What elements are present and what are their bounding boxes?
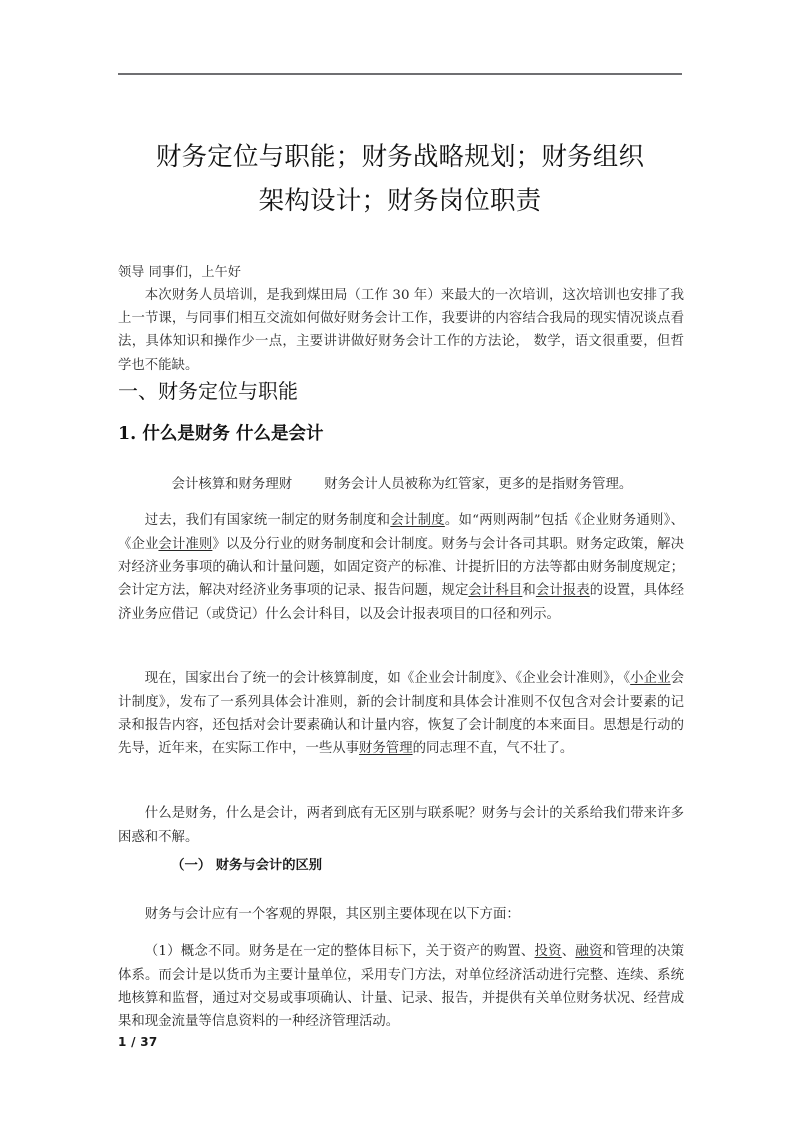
underlined-term-small-enterprise: 小企业: [630, 671, 671, 687]
section-heading-text: 什么是财务 什么是会计: [142, 424, 324, 444]
past-text-3: 》以及分行业的财务制度和会计制度。财务与会计各司其职。财务定政策，解决对经济业务事项的确认和计量问题，如固定资产的标准、计提折旧的方法等都由财务制度规定；会计定方法，解决对经济业务事项的记录、报告问题，规定: [118, 536, 685, 599]
paragraph-lead-part-b: 财务会计人员被称为红管家，更多的是指财务管理。: [324, 477, 633, 493]
page-number-footer: 1 / 37: [118, 1035, 158, 1049]
section-heading-level-1: 一、财务定位与职能: [118, 379, 298, 403]
paragraph-lead: [118, 473, 684, 496]
paragraph-past-system: [118, 509, 684, 625]
underlined-term-financial-statements: 会计报表: [535, 583, 590, 599]
paragraph-lead-part-a: 会计核算和财务理财: [171, 477, 293, 493]
past-text-1: 过去，我们有国家统一制定的财务制度和: [144, 513, 391, 529]
underlined-term-financing: 融资: [575, 944, 603, 960]
now-text-1: 现在，国家出台了统一的会计核算制度，如《企业会计制度》、《企业会计准则》，《: [144, 671, 631, 687]
paragraph-question: 什么是财务，什么是会计，两者到底有无区别与联系呢？财务与会计的关系给我们带来许多困惑和不解。: [118, 806, 684, 845]
section-heading-level-3: （一） 财务与会计的区别: [171, 858, 323, 873]
paragraph-current-system: [118, 667, 684, 760]
concept-text-3: 和管理的决策体系。而会计是以货币为主要计量单位，采用专门方法，对单位经济活动进行完整、连续、系统地核算和监督，通过对交易或事项确认、计量、记录、报告，并提供有关单位财务状况、经营成果和现金流量等信息资料的一种经济管理活动。: [118, 944, 685, 1030]
past-text-4: 和: [522, 583, 536, 599]
underlined-term-accounting-system: 会计制度: [390, 513, 445, 529]
underlined-term-investment: 投资: [534, 944, 562, 960]
now-text-3: 的同志理不直，气不壮了。: [412, 741, 574, 757]
concept-text-1: （1）概念不同。财务是在一定的整体目标下，关于资产的购置、: [144, 944, 535, 960]
page-title-line-1: 财务定位与职能；财务战略规划；财务组织: [155, 142, 645, 173]
underlined-term-account-titles: 会计科目: [468, 583, 523, 599]
underlined-term-accounting-standards: 会计准则: [158, 536, 213, 552]
header-divider-rule: [118, 73, 682, 75]
greeting-line: 领导 同事们，上午好: [118, 265, 241, 280]
now-text-2: 会计制度》，发布了一系列具体会计准则，新的会计制度和具体会计准则不仅包含对会计要素的记录和报告内容，还包括对会计要素确认和计量内容，恢复了会计制度的本来面目。思想是行动的先导，近年来，在实际工作中，一些从事: [118, 671, 684, 757]
past-text-5: 的设置，具体经济业务应借记（或贷记）什么会计科目，以及会计报表项目的口径和列示。: [118, 583, 685, 622]
section-heading-level-2: [118, 420, 682, 448]
intro-paragraph: 本次财务人员培训，是我到煤田局（工作 30 年）来最大的一次培训，这次培训也安排了我上一节课，与同事们相互交流如何做好财务会计工作，我要讲的内容结合我局的现实情况谈点看法，具体知识和操作少一点，主要讲讲做好财务会计工作的方法论， 数学，语文很重要，但哲学也不能缺。: [118, 288, 684, 373]
section-heading-number: 1.: [118, 424, 137, 444]
page-title-line-2: 架构设计；财务岗位职责: [258, 186, 542, 217]
paragraph-boundary: 财务与会计应有一个客观的界限，其区别主要体现在以下方面：: [144, 907, 520, 923]
past-text-2: 。如“两则两制”包括《企业财务通则》、《企业: [118, 513, 684, 552]
underlined-term-financial-management: 财务管理: [359, 741, 413, 757]
concept-text-2: 、: [561, 944, 576, 960]
paragraph-concept-difference: [118, 940, 684, 1033]
page-title: [118, 135, 682, 223]
